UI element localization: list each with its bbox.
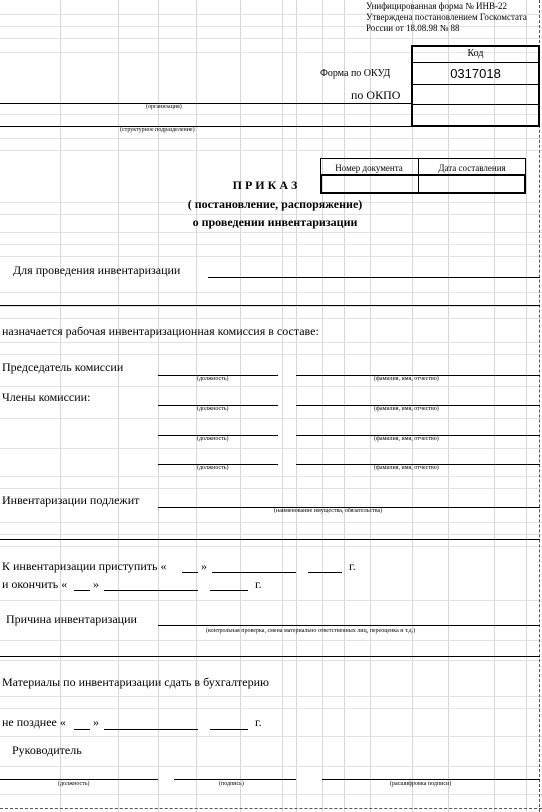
- end-year-label: г.: [255, 577, 262, 591]
- end-label: и окончить «: [2, 577, 68, 591]
- purpose-label: Для проведения инвентаризации: [13, 263, 181, 277]
- title-subtitle: ( постановление, распоряжение): [187, 197, 363, 211]
- okud-code[interactable]: 0317018: [450, 66, 501, 81]
- end-year-line[interactable]: [210, 590, 248, 591]
- deadline-month-line[interactable]: [104, 729, 198, 730]
- subject-caption: (наименование имущества, обязательства): [274, 508, 383, 514]
- subject-line-2[interactable]: [0, 539, 540, 540]
- department-line[interactable]: [0, 126, 411, 127]
- page-break-bottom: [0, 808, 542, 809]
- chairman-fio-caption: (фамилия, имя, отчество): [374, 376, 439, 382]
- head-label: Руководитель: [12, 743, 82, 757]
- head-decode-caption: (расшифровка подписи): [390, 781, 452, 787]
- title-subject: о проведении инвентаризации: [192, 215, 358, 229]
- chairman-label: Председатель комиссии: [2, 360, 124, 374]
- doc-number-header: Номер документа: [335, 163, 403, 173]
- head-position-caption: (должность): [58, 781, 90, 787]
- start-month-line[interactable]: [212, 572, 296, 573]
- member3-position-caption: (должность): [197, 465, 229, 471]
- form-name: Унифицированная форма № ИНВ-22: [366, 1, 508, 11]
- head-signature-line[interactable]: [174, 779, 296, 780]
- purpose-line-2[interactable]: [0, 305, 540, 306]
- okpo-label: по ОКПО: [351, 88, 401, 102]
- member3-fio-caption: (фамилия, имя, отчество): [374, 465, 439, 471]
- reason-label: Причина инвентаризации: [6, 612, 137, 626]
- reason-line-2[interactable]: [0, 656, 540, 657]
- end-month-line[interactable]: [104, 590, 198, 591]
- title-prikaz: П Р И К А З: [232, 178, 298, 192]
- deadline-year-label: г.: [255, 715, 262, 729]
- members-label: Члены комиссии:: [2, 390, 91, 404]
- deadline-day-line[interactable]: [74, 729, 90, 730]
- start-year-label: г.: [349, 559, 356, 573]
- commission-label: назначается рабочая инвентаризационная комиссия в составе:: [2, 324, 319, 338]
- form-approval: Утверждена постановлением Госкомстата: [366, 12, 527, 22]
- start-day-line[interactable]: [182, 572, 198, 573]
- chairman-position-caption: (должность): [197, 376, 229, 382]
- doc-date-header: Дата составления: [438, 163, 506, 173]
- member2-position-caption: (должность): [197, 436, 229, 442]
- subject-label: Инвентаризации подлежит: [2, 493, 140, 507]
- okud-label: Форма по ОКУД: [320, 68, 391, 79]
- kod-header: Код: [467, 48, 484, 59]
- deadline-label: не позднее «: [2, 715, 66, 729]
- code-box-divider: [411, 62, 540, 63]
- okpo-code-field[interactable]: [413, 87, 537, 103]
- organization-line[interactable]: [0, 103, 411, 104]
- materials-label: Материалы по инвентаризации сдать в бухгалтерию: [2, 675, 270, 689]
- reason-line[interactable]: [158, 625, 540, 626]
- department-caption: (структурное подразделение): [120, 127, 195, 133]
- deadline-close-quote: »: [93, 715, 99, 729]
- start-year-line[interactable]: [308, 572, 342, 573]
- head-name-line[interactable]: [322, 779, 540, 780]
- head-position-line[interactable]: [0, 779, 158, 780]
- member1-position-caption: (должность): [197, 406, 229, 412]
- code-box-divider: [411, 84, 540, 85]
- start-label: К инвентаризации приступить «: [2, 559, 167, 573]
- member1-fio-caption: (фамилия, имя, отчество): [374, 406, 439, 412]
- head-signature-caption: (подпись): [219, 781, 244, 787]
- deadline-year-line[interactable]: [210, 729, 248, 730]
- organization-caption: (организация): [146, 104, 182, 110]
- member2-fio-caption: (фамилия, имя, отчество): [374, 436, 439, 442]
- start-close-quote: »: [201, 559, 207, 573]
- purpose-line[interactable]: [208, 277, 540, 278]
- code-box-divider: [411, 104, 540, 105]
- reason-caption: (контрольная проверка, смена материально ответственных лиц, переоценка и т.д.): [206, 628, 416, 634]
- end-day-line[interactable]: [74, 590, 90, 591]
- form-approval-date: России от 18.08.98 № 88: [366, 23, 460, 33]
- doc-date-field[interactable]: [420, 176, 524, 192]
- end-close-quote: »: [93, 577, 99, 591]
